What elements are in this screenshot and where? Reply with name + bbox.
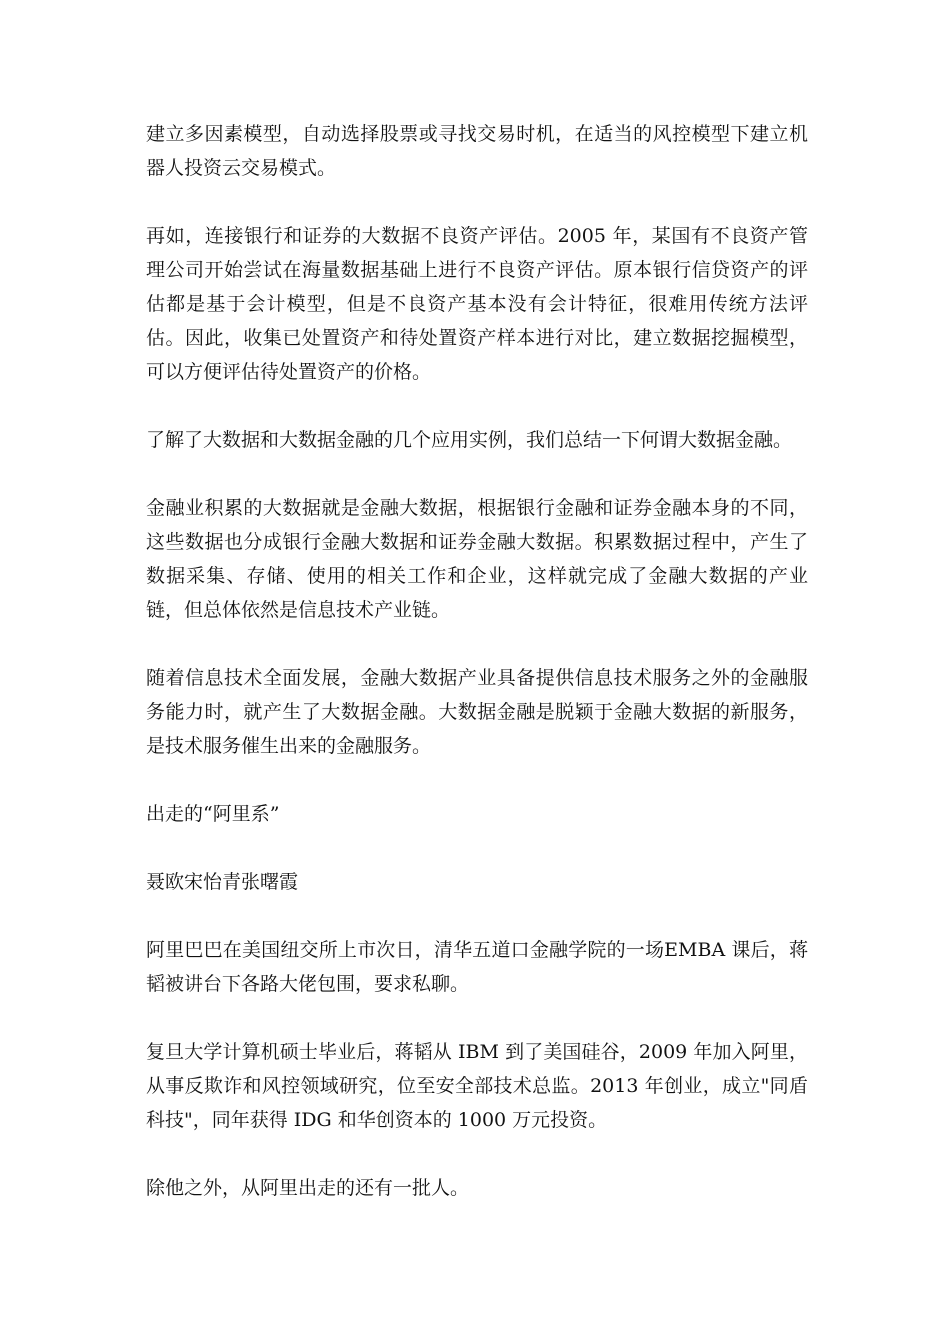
paragraph-summary-intro: 了解了大数据和大数据金融的几个应用实例，我们总结一下何谓大数据金融。 [146,429,793,451]
article-authors: 聂欧宋怡青张曙霞 [146,871,299,893]
paragraph-jiang-tao-bio: 复旦大学计算机硕士毕业后，蒋韬从 IBM 到了美国硅谷，2009 年加入阿里，从事反欺诈和风控领域研究，位至安全部技术总监。2013 年创业，成立"同盾科技"，同年获得 IDG 和华创资本的 1000 万元投资。 [146,1041,808,1131]
paragraph-big-data-finance: 随着信息技术全面发展，金融大数据产业具备提供信息技术服务之外的金融服务能力时，就产生了大数据金融。大数据金融是脱颖于金融大数据的新服务，是技术服务催生出来的金融服务。 [146,667,808,757]
paragraph-financial-big-data: 金融业积累的大数据就是金融大数据，根据银行金融和证券金融本身的不同，这些数据也分成银行金融大数据和证券金融大数据。积累数据过程中，产生了数据采集、存储、使用的相关工作和企业，这样就完成了金融大数据的产业链，但总体依然是信息技术产业链。 [146,497,808,621]
paragraph-robo-advisor: 建立多因素模型，自动选择股票或寻找交易时机，在适当的风控模型下建立机器人投资云交易模式。 [146,123,808,179]
document-page [146,117,808,1239]
paragraph-alibaba-ipo: 阿里巴巴在美国纽交所上市次日，清华五道口金融学院的一场EMBA 课后，蒋韬被讲台下各路大佬包围，要求私聊。 [146,939,808,995]
paragraph-others-left: 除他之外，从阿里出走的还有一批人。 [146,1177,470,1199]
paragraph-bad-asset-evaluation: 再如，连接银行和证券的大数据不良资产评估。2005 年，某国有不良资产管理公司开始尝试在海量数据基础上进行不良资产评估。原本银行信贷资产的评估都是基于会计模型，但是不良资产基本没有会计特征，很难用传统方法评估。因此，收集已处置资产和待处置资产样本进行对比，建立数据挖掘模型，可以方便评估待处置资产的价格。 [146,225,808,383]
article-title: 出走的“阿里系” [146,803,280,825]
